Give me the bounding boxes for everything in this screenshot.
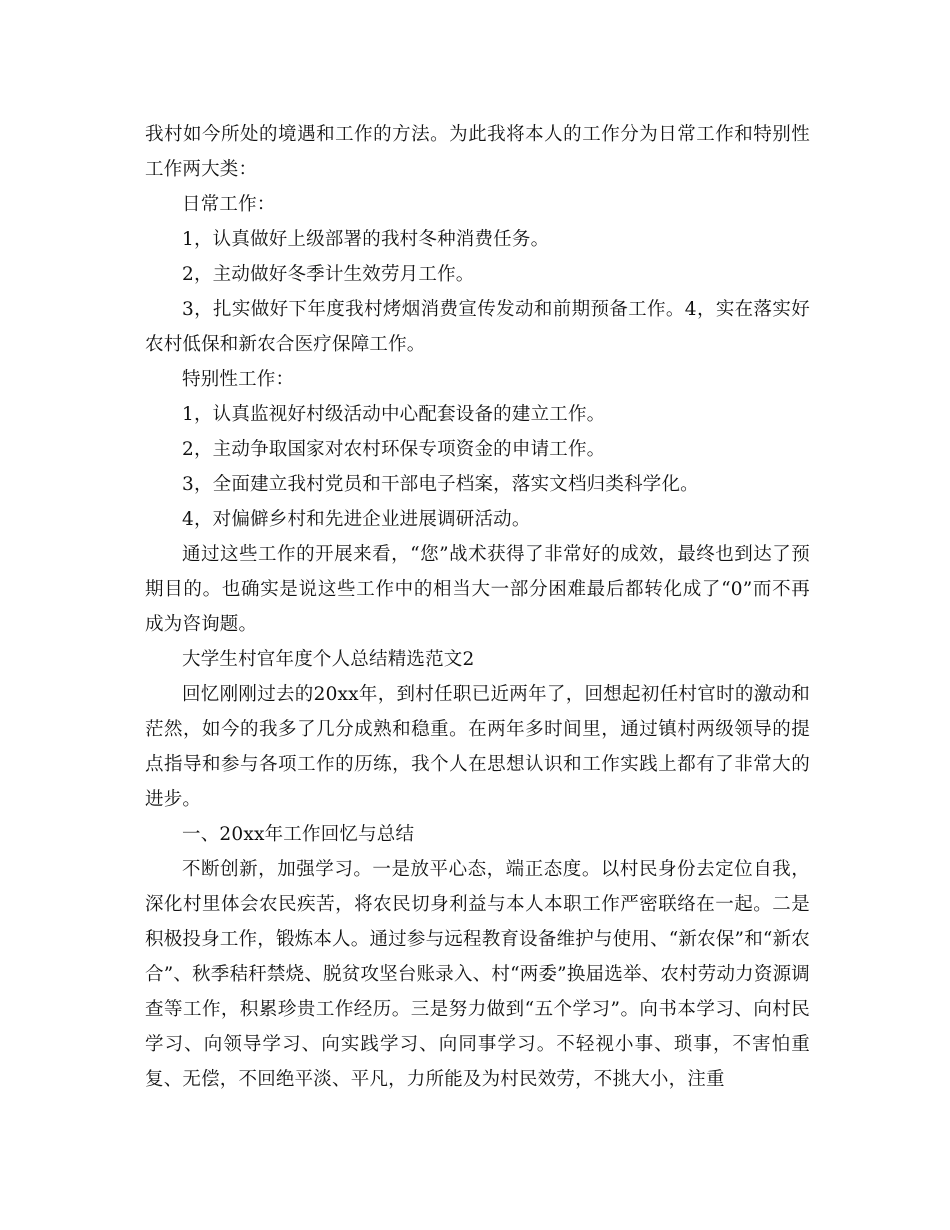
- paragraph-review: 回忆刚刚过去的20xx年，到村任职已近两年了，回想起初任村官时的激动和茫然，如今的我多了几分成熟和稳重。在两年多时间里，通过镇村两级领导的提点指导和参与各项工作的历练，我个人在思想认识和工作实践上都有了非常大的进步。: [145, 684, 810, 810]
- paragraph-intro: 我村如今所处的境遇和工作的方法。为此我将本人的工作分为日常工作和特别性工作两大类：: [145, 124, 810, 180]
- document-body: [145, 117, 810, 1097]
- paragraph-learning: 不断创新，加强学习。一是放平心态，端正态度。以村民身份去定位自我，深化村里体会农民疾苦，将农民切身利益与本人本职工作严密联络在一起。二是积极投身工作，锻炼本人。通过参与远程教育设备维护与使用、“新农保”和“新农合”、秋季秸秆禁烧、脱贫攻坚台账录入、村“两委”换届选举、农村劳动力资源调查等工作，积累珍贵工作经历。三是努力做到“五个学习”。向书本学习、向村民学习、向领导学习、向实践学习、向同事学习。不轻视小事、琐事，不害怕重复、无偿，不回绝平淡、平凡，力所能及为村民效劳，不挑大小，注重: [145, 859, 810, 1090]
- section-heading: 一、20xx年工作回忆与总结: [182, 824, 415, 845]
- paragraph-results: 通过这些工作的开展来看，“您”战术获得了非常好的成效，最终也到达了预期目的。也确实是说这些工作中的相当大一部分困难最后都转化成了“0”而不再成为咨询题。: [145, 544, 810, 635]
- list-item: 2，主动争取国家对农村环保专项资金的申请工作。: [182, 439, 606, 460]
- section-title: 大学生村官年度个人总结精选范文2: [182, 649, 475, 670]
- list-item: 1，认真做好上级部署的我村冬种消费任务。: [182, 229, 550, 250]
- list-item: 1，认真监视好村级活动中心配套设备的建立工作。: [182, 404, 606, 425]
- heading-special-work: 特别性工作：: [182, 369, 295, 390]
- list-item: 3，全面建立我村党员和干部电子档案，落实文档归类科学化。: [182, 474, 699, 495]
- list-item: 2，主动做好冬季计生效劳月工作。: [182, 264, 475, 285]
- heading-daily-work: 日常工作：: [182, 194, 276, 215]
- list-item: 3，扎实做好下年度我村烤烟消费宣传发动和前期预备工作。4，实在落实好农村低保和新农合医疗保障工作。: [145, 299, 810, 355]
- list-item: 4，对偏僻乡村和先进企业进展调研活动。: [182, 509, 531, 530]
